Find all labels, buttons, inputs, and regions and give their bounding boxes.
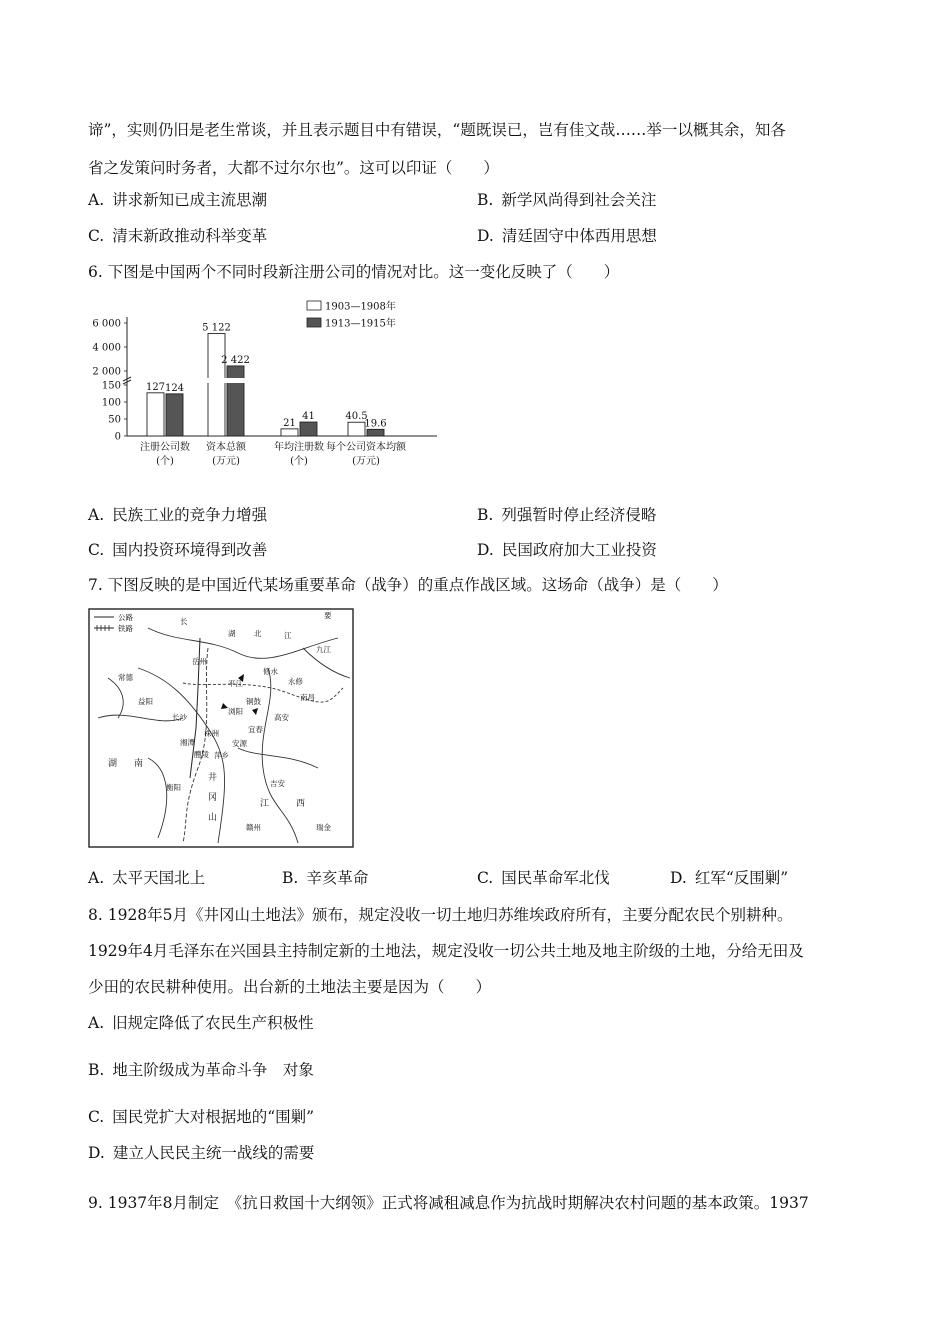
map-label: 井 xyxy=(208,773,218,783)
bar-value-label: 40.5 xyxy=(345,411,368,423)
map-label: 安源 xyxy=(232,739,247,748)
map-label: 长 xyxy=(180,617,188,626)
y-tick-label: 2 000 xyxy=(92,366,121,378)
q7-option-b[interactable] xyxy=(282,868,368,888)
map-label: 长沙 xyxy=(172,713,187,722)
map-label: 北 xyxy=(254,629,262,638)
option-letter: B. xyxy=(282,869,299,887)
map-label: 湘潭 xyxy=(180,738,195,747)
option-letter: A. xyxy=(88,869,105,887)
map-label: 南 xyxy=(134,759,144,769)
q9-text-line-1: 9. 1937年8月制定 《抗日救国十大纲领》正式将减租减息作为抗战时期解决农村问题的基本政策。1937 xyxy=(88,1194,809,1212)
category-label: 注册公司数 xyxy=(140,442,190,453)
bar xyxy=(166,394,183,436)
map-label: 萍乡 xyxy=(214,751,229,760)
option-letter: C. xyxy=(88,227,105,245)
option-text: 清廷固守中体西用思想 xyxy=(501,227,657,245)
q5-option-b[interactable] xyxy=(477,190,656,210)
map-frame xyxy=(89,609,353,847)
option-text: 清末新政推动科举变革 xyxy=(112,227,268,245)
map-label: 湖 xyxy=(108,759,118,769)
bar-value-label: 5 122 xyxy=(202,322,231,334)
option-text: 新学风尚得到社会关注 xyxy=(501,191,657,209)
category-label: 年均注册数 xyxy=(274,442,324,453)
option-text: 地主阶级成为革命斗争 对象 xyxy=(112,1061,314,1079)
option-letter: A. xyxy=(88,191,105,209)
option-text: 红军“反围剿” xyxy=(694,869,789,887)
category-unit: (个) xyxy=(156,456,174,467)
option-text: 旧规定降低了农民生产积极性 xyxy=(112,1014,314,1032)
option-text: 辛亥革命 xyxy=(306,869,369,887)
option-text: 讲求新知已成主流思潮 xyxy=(112,191,268,209)
bar-value-label: 2 422 xyxy=(221,354,250,366)
chart-marks xyxy=(140,323,407,467)
map-label: 吉安 xyxy=(270,779,285,788)
q6-option-c[interactable] xyxy=(88,540,267,560)
q8-option-c[interactable] xyxy=(88,1107,314,1127)
map-label: 修水 xyxy=(263,667,278,676)
company-registration-chart xyxy=(85,293,445,473)
bar xyxy=(147,393,164,436)
legend-label: 1903—1908年 xyxy=(325,301,396,313)
legend-road: 公路 xyxy=(118,613,133,622)
bar xyxy=(208,334,225,436)
map-label: 宜春 xyxy=(248,725,263,734)
y-tick-label: 0 xyxy=(114,431,121,443)
legend-railway: 铁路 xyxy=(118,624,133,633)
option-text: 国民革命军北伐 xyxy=(501,869,610,887)
category-label: 每个公司资本均额 xyxy=(326,442,406,453)
option-letter: D. xyxy=(670,869,687,887)
war-region-map xyxy=(88,608,354,848)
option-letter: D. xyxy=(477,541,494,559)
q8-option-a[interactable] xyxy=(88,1013,314,1033)
option-letter: A. xyxy=(88,506,105,524)
map-label: 岳州 xyxy=(192,657,207,666)
category-label: 资本总额 xyxy=(206,442,246,453)
option-text: 国民党扩大对根据地的“围剿” xyxy=(112,1108,315,1126)
option-letter: C. xyxy=(88,1108,105,1126)
option-letter: B. xyxy=(477,506,494,524)
map-label: 浏阳 xyxy=(228,707,243,716)
map-label: 山 xyxy=(208,813,218,823)
y-tick-label: 50 xyxy=(108,414,121,426)
map-label: 益阳 xyxy=(138,697,153,706)
bar-value-label: 41 xyxy=(302,411,315,423)
map-label: 九江 xyxy=(316,645,331,654)
map-label: 冈 xyxy=(208,793,218,803)
q6-option-b[interactable] xyxy=(477,505,656,525)
map-label: 常德 xyxy=(118,673,133,682)
option-letter: A. xyxy=(88,1014,105,1032)
option-text: 列强暂时停止经济侵略 xyxy=(501,506,657,524)
map-label: 西 xyxy=(296,799,306,809)
q8-option-d[interactable] xyxy=(88,1143,314,1163)
option-text: 民族工业的竞争力增强 xyxy=(112,506,268,524)
bar-value-label: 19.6 xyxy=(364,418,387,430)
category-unit: (万元) xyxy=(212,456,240,467)
category-unit: (万元) xyxy=(352,456,380,467)
q7-stem: 7. 下图反映的是中国近代某场重要革命（战争）的重点作战区域。这场命（战争）是（ ） xyxy=(88,576,728,594)
option-letter: D. xyxy=(477,227,494,245)
map-label: 瑞金 xyxy=(316,823,331,832)
q6-option-a[interactable] xyxy=(88,505,267,525)
category-unit: (个) xyxy=(290,456,308,467)
bar-value-label: 124 xyxy=(164,382,185,394)
q8-text-line-2: 1929年4月毛泽东在兴国县主持制定新的土地法，规定没收一切公共土地及地主阶级的土地，分给无田及 xyxy=(88,942,804,960)
option-letter: B. xyxy=(88,1061,105,1079)
bar xyxy=(367,429,384,436)
map-label: 江 xyxy=(284,631,292,640)
map-label: 醴陵 xyxy=(194,750,209,759)
q7-option-d[interactable] xyxy=(670,868,788,888)
option-letter: D. xyxy=(88,1144,105,1162)
legend-swatch xyxy=(307,318,321,327)
q5-text-line-2: 省之发策问时务者，大都不过尔尔也”。这可以印证（ ） xyxy=(88,159,499,177)
q8-option-b[interactable] xyxy=(88,1060,314,1080)
bar-value-label: 21 xyxy=(283,417,296,429)
option-text: 太平天国北上 xyxy=(112,869,206,887)
q7-option-a[interactable] xyxy=(88,868,205,888)
map-label: 铜鼓 xyxy=(246,697,261,706)
legend-label: 1913—1915年 xyxy=(325,318,396,330)
map-label: 湖 xyxy=(228,629,236,638)
bar xyxy=(227,366,244,436)
map-label: 要 xyxy=(324,611,332,620)
q5-text-line-1: 谛”，实则仍旧是老生常谈，并且表示题目中有错误，“题既误已，岂有佳文哉……举一以概其余，知各 xyxy=(88,121,786,139)
q5-option-c[interactable] xyxy=(88,226,267,246)
q5-option-a[interactable] xyxy=(88,190,267,210)
q7-option-c[interactable] xyxy=(477,868,610,888)
option-text: 建立人民民主统一战线的需要 xyxy=(112,1144,315,1162)
y-tick-label: 6 000 xyxy=(92,318,121,330)
map-label: 株洲 xyxy=(204,729,219,738)
map-label: 平江 xyxy=(228,679,243,688)
option-letter: C. xyxy=(477,869,494,887)
map-label: 南昌 xyxy=(300,693,315,702)
bar xyxy=(281,429,298,436)
y-tick-label: 4 000 xyxy=(92,342,121,354)
legend-swatch xyxy=(307,301,321,310)
q5-option-d[interactable] xyxy=(477,226,657,246)
bar xyxy=(348,422,365,436)
q6-stem: 6. 下图是中国两个不同时段新注册公司的情况对比。这一变化反映了（ ） xyxy=(88,263,620,281)
q8-text-line-3: 少田的农民耕种使用。出台新的土地法主要是因为（ ） xyxy=(88,978,492,996)
option-text: 国内投资环境得到改善 xyxy=(112,541,268,559)
map-label: 赣州 xyxy=(246,823,261,832)
map-label: 高安 xyxy=(274,713,289,722)
y-tick-label: 150 xyxy=(101,380,121,392)
bar-value-label: 127 xyxy=(145,381,166,393)
bar-break-gap xyxy=(226,378,245,383)
map-label: 衡阳 xyxy=(166,783,181,792)
bar-break-gap xyxy=(207,378,226,383)
map-label: 永修 xyxy=(288,677,303,686)
option-letter: B. xyxy=(477,191,494,209)
q8-text-line-1: 8. 1928年5月《井冈山土地法》颁布，规定没收一切土地归苏维埃政府所有，主要分配农民个别耕种。 xyxy=(88,906,793,924)
q6-option-d[interactable] xyxy=(477,540,657,560)
bar xyxy=(300,422,317,436)
option-letter: C. xyxy=(88,541,105,559)
map-label: 江 xyxy=(260,799,270,809)
option-text: 民国政府加大工业投资 xyxy=(501,541,657,559)
y-tick-label: 100 xyxy=(101,397,121,409)
